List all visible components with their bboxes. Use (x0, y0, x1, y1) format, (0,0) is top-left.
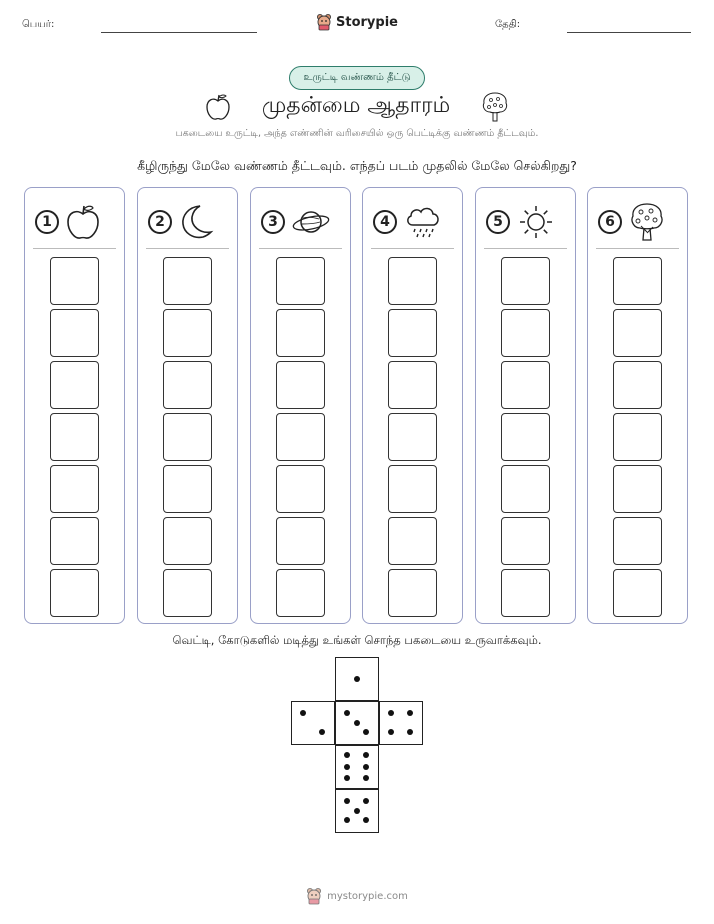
dice-pip (344, 817, 350, 823)
column-number: 4 (373, 210, 397, 234)
tracker-box[interactable] (613, 413, 662, 461)
tree-icon (628, 202, 666, 242)
dice-pip (344, 798, 350, 804)
dice-pip (344, 752, 350, 758)
dice-pip (363, 729, 369, 735)
column-divider (596, 248, 679, 249)
date-label: தேதி: (495, 19, 521, 30)
tracker-box[interactable] (613, 517, 662, 565)
tracker-box[interactable] (388, 361, 437, 409)
dice-pip (407, 710, 413, 716)
column-header (373, 202, 454, 242)
tracker-box[interactable] (163, 361, 212, 409)
moon-icon (178, 203, 214, 241)
tracker-box[interactable] (613, 465, 662, 513)
column-1 (24, 187, 125, 624)
tracker-box[interactable] (388, 257, 437, 305)
activity-tag: உருட்டி வண்ணம் தீட்டு (289, 66, 425, 90)
dice-pip (354, 676, 360, 682)
tracker-box[interactable] (276, 465, 325, 513)
dice-pip (363, 752, 369, 758)
column-divider (259, 248, 342, 249)
tracker-box[interactable] (50, 465, 99, 513)
tracker-box[interactable] (501, 413, 550, 461)
tracker-box[interactable] (276, 413, 325, 461)
tracker-box[interactable] (163, 309, 212, 357)
dice-pip (344, 710, 350, 716)
column-header (486, 202, 567, 242)
footer (0, 887, 714, 905)
tracker-box[interactable] (613, 309, 662, 357)
dice-pip (363, 775, 369, 781)
sun-icon (516, 203, 556, 241)
dice-pip (363, 798, 369, 804)
dice-face-top (335, 657, 379, 701)
dice-face-right (379, 701, 423, 745)
tracker-box[interactable] (276, 569, 325, 617)
tracker-box[interactable] (50, 413, 99, 461)
tracker-box[interactable] (388, 569, 437, 617)
column-divider (371, 248, 454, 249)
rain-cloud-icon (403, 203, 443, 241)
column-6 (587, 187, 688, 624)
tracker-box[interactable] (501, 569, 550, 617)
dice-pip (363, 817, 369, 823)
page-title: முதன்மை ஆதாரம் (261, 93, 451, 118)
cut-instruction: வெட்டி, கோடுகளில் மடித்து உங்கள் சொந்த பகடையை உருவாக்கவும். (172, 633, 542, 647)
tracker-box[interactable] (276, 257, 325, 305)
dice-face-bottom (335, 789, 379, 833)
brand-logo (0, 13, 714, 31)
tracker-box[interactable] (388, 517, 437, 565)
name-label: பெயர்: (22, 19, 55, 30)
tracker-box[interactable] (50, 517, 99, 565)
tracker-box[interactable] (276, 517, 325, 565)
column-number: 6 (598, 210, 622, 234)
dice-pip (354, 808, 360, 814)
tracker-box[interactable] (613, 569, 662, 617)
column-header (598, 202, 679, 242)
dice-face-lower (335, 745, 379, 789)
column-3 (250, 187, 351, 624)
planet-icon (291, 203, 331, 241)
tracker-box[interactable] (388, 309, 437, 357)
tracker-box[interactable] (388, 413, 437, 461)
tracker-box[interactable] (276, 309, 325, 357)
dice-pip (407, 729, 413, 735)
column-header (148, 202, 229, 242)
tracker-box[interactable] (501, 465, 550, 513)
column-number: 5 (486, 210, 510, 234)
tracker-box[interactable] (613, 257, 662, 305)
tracker-box[interactable] (276, 361, 325, 409)
dice-pip (344, 775, 350, 781)
bear-icon (316, 13, 332, 31)
column-5 (475, 187, 576, 624)
tracker-box[interactable] (163, 517, 212, 565)
column-divider (146, 248, 229, 249)
dice-pip (354, 720, 360, 726)
dice-pip (344, 764, 350, 770)
dice-pip (319, 729, 325, 735)
tracker-box[interactable] (163, 413, 212, 461)
column-number: 3 (261, 210, 285, 234)
bear-icon (306, 887, 322, 905)
column-2 (137, 187, 238, 624)
name-line[interactable] (101, 32, 257, 33)
column-divider (33, 248, 116, 249)
dice-pip (388, 729, 394, 735)
date-line[interactable] (567, 32, 691, 33)
tracker-box[interactable] (501, 361, 550, 409)
tracker-box[interactable] (50, 569, 99, 617)
brand-name: Storypie (336, 14, 398, 30)
column-number: 1 (35, 210, 59, 234)
dice-pip (363, 764, 369, 770)
apple-icon (204, 92, 232, 122)
column-4 (362, 187, 463, 624)
dice-pip (388, 710, 394, 716)
tracker-box[interactable] (163, 257, 212, 305)
tracker-box[interactable] (501, 517, 550, 565)
tracker-box[interactable] (50, 309, 99, 357)
dice-pip (300, 710, 306, 716)
tracker-box[interactable] (388, 465, 437, 513)
tracker-box[interactable] (163, 465, 212, 513)
column-number: 2 (148, 210, 172, 234)
tracker-box[interactable] (613, 361, 662, 409)
subtitle: பகடையை உருட்டி, அந்த எண்ணின் வரிசையில் ஒரு பெட்டிக்கு வண்ணம் தீட்டவும். (175, 128, 539, 139)
tracker-box[interactable] (50, 361, 99, 409)
footer-url[interactable]: mystorypie.com (327, 890, 408, 902)
title-row (0, 90, 714, 124)
column-divider (484, 248, 567, 249)
instruction: கீழிருந்து மேலே வண்ணம் தீட்டவும். எந்தப் படம் முதலில் மேலே செல்கிறது? (137, 158, 577, 173)
tree-icon (480, 91, 510, 123)
tracker-box[interactable] (501, 257, 550, 305)
tracker-box[interactable] (501, 309, 550, 357)
column-header (261, 202, 342, 242)
column-header (35, 202, 116, 242)
tracker-box[interactable] (50, 257, 99, 305)
dice-face-left (291, 701, 335, 745)
dice-face-center (335, 701, 379, 745)
apple-icon (65, 203, 101, 241)
tracker-box[interactable] (163, 569, 212, 617)
